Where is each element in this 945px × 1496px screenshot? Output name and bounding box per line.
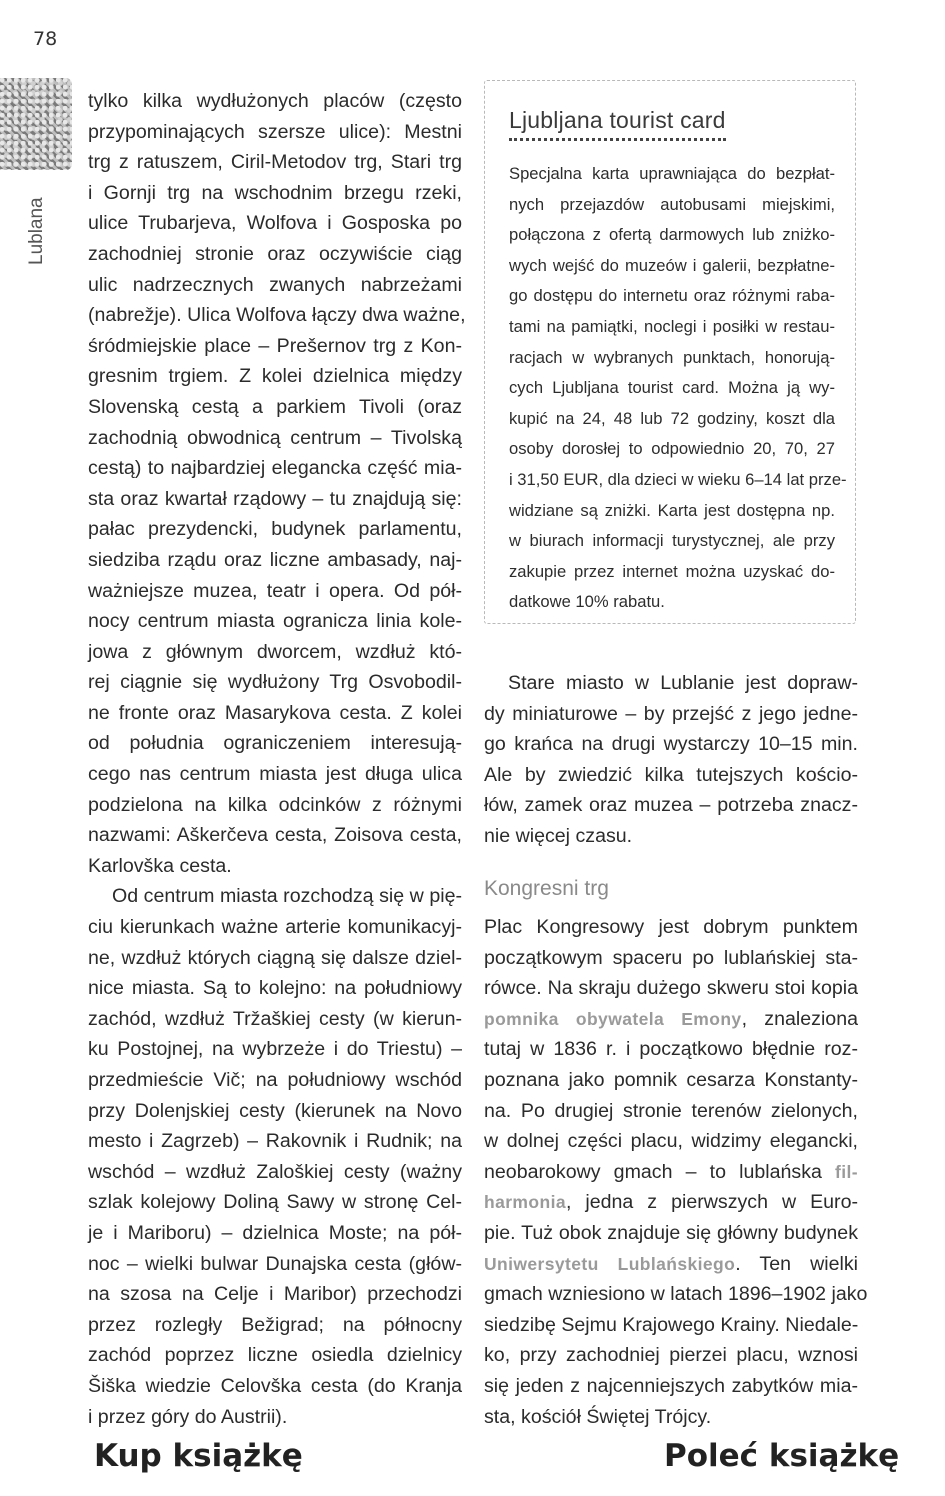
text-line: ko, przy zachodniej pierzei placu, wznosi	[484, 1344, 858, 1367]
text-line: wych wejść do muzeów i galerii, bezpłatne-	[509, 255, 835, 275]
highlight-philharmonic: fil-	[835, 1161, 858, 1182]
highlight-philharmonic-cont: harmonia	[484, 1192, 566, 1213]
text-line: nych przejazdów autobusami miejskimi,	[509, 194, 835, 214]
text-line: w dolnej części placu, widzimy elegancki,	[484, 1130, 858, 1153]
text-line: je i Mariboru) – dzielnica Moste; na pół-	[88, 1221, 462, 1244]
text-line: cestą) to najbardziej elegancka część mia-	[88, 457, 462, 480]
text-line: przez rozległy Bežigrad; na północny	[88, 1313, 462, 1336]
text-line: gmach wzniesiono w latach 1896–1902 jako	[484, 1283, 868, 1306]
text-line: od południa ograniczeniem interesują-	[88, 732, 462, 755]
text-line: na szosa na Celje i Maribor) przechodzi	[88, 1283, 462, 1306]
text-line: ne, wzdłuż których ciągną się dalsze dziel-	[88, 946, 462, 969]
text-line: nazwami: Aškerčeva cesta, Zoisova cesta,	[88, 824, 462, 847]
section-label: Lublana	[26, 197, 47, 265]
text-line: Šiška wiedzie Celovška cesta (do Kranja	[88, 1374, 462, 1397]
text-line: datkowe 10% rabatu.	[509, 592, 665, 612]
recommend-book-button[interactable]: Poleć książkę	[664, 1438, 900, 1474]
text-line: mesto i Zagrzeb) – Rakovnik i Rudnik; na	[88, 1130, 462, 1153]
text-line: harmonia, jedna z pierwszych w Euro-	[484, 1191, 858, 1214]
text-line: nice miasta. Są to kolejno: na południowy	[88, 977, 462, 1000]
text-line: widziane są zniżki. Karta jest dostępna np.	[509, 500, 835, 520]
text-line: go krańca na drugi wystarczy 10–15 min.	[484, 733, 858, 756]
text-line: tylko kilka wydłużonych placów (często	[88, 90, 462, 112]
left-column-text	[88, 86, 466, 1432]
text-line: Uniwersytetu Lublańskiego. Ten wielki	[484, 1252, 858, 1275]
text-line: się jeden z najcenniejszych zabytków mia-	[484, 1374, 858, 1397]
text-line: przedmieście Vič; na południowy wschód	[88, 1069, 462, 1091]
text-line: przy Dolenjskiej cesty (kierunek na Novo	[88, 1099, 462, 1122]
text-line: racjach w wybranych punktach, honorują-	[509, 347, 835, 367]
section-tab-pattern	[0, 78, 72, 170]
text-line: pie. Tuż obok znajduje się główny budynek	[484, 1221, 858, 1244]
text-line: i Gornji trg na wschodnim brzegu rzeki,	[88, 181, 462, 204]
text-line: pomnika obywatela Emony, znaleziona	[484, 1007, 858, 1030]
text-line: noc – wielki bulwar Dunajska cesta (głów-	[88, 1252, 462, 1275]
box-text	[509, 159, 847, 618]
text-line: zakupie przez internet można uzyskać do-	[509, 561, 835, 581]
text-line: sta, kościół Świętej Trójcy.	[484, 1405, 712, 1428]
section-heading: Kongresni trg	[484, 877, 609, 900]
text-line: i 31,50 EUR, dla dzieci w wieku 6–14 lat prze-	[509, 469, 847, 489]
text-line: śródmiejskie place – Prešernov trg z Kon-	[88, 334, 462, 357]
text-line: ciu kierunkach ważne arterie komunikacyj-	[88, 916, 462, 939]
text-line: na. Po drugiej stronie terenów zielonych,	[484, 1099, 858, 1122]
highlight-emona-statue: pomnika obywatela Emony	[484, 1008, 742, 1029]
text-line: zachód, wzdłuż Tržaškiej cesty (w kierun-	[88, 1007, 462, 1030]
text-line: cego nas centrum miasta jest długa ulica	[88, 763, 462, 786]
page-number: 78	[33, 28, 58, 50]
text-line: w biurach informacji turystycznej, ale przy	[509, 531, 835, 551]
text-line: zachodnią obwodnicą centrum – Tivolską	[88, 426, 462, 449]
text-line: Slovenską cestą a parkiem Tivoli (oraz	[88, 395, 462, 418]
text-line: ulice Trubarjeva, Wolfova i Gosposka po	[88, 212, 462, 235]
text-line: rej ciągnie się wydłużony Trg Osvobodil-	[88, 671, 462, 694]
text-line: i przez góry do Austrii).	[88, 1405, 288, 1428]
text-line: Stare miasto w Lublanie jest dopraw-	[508, 672, 858, 694]
text-line: cych Ljubljana tourist card. Można ją wy-	[509, 378, 835, 398]
text-line: (nabrežje). Ulica Wolfova łączy dwa ważne,	[88, 304, 466, 327]
text-line: podzielona na kilka odcinków z różnymi	[88, 793, 462, 816]
text-line: Od centrum miasta rozchodzą się w pię-	[112, 885, 462, 908]
text-line: kupić na 24, 48 lub 72 godziny, koszt dla	[509, 408, 835, 428]
text-line: siedziba rządu oraz liczne ambasady, naj-	[88, 548, 462, 571]
text-line: nocy centrum miasta ogranicza linia kole-	[88, 610, 462, 633]
text-line: go dostępu do internetu oraz różnymi raba-	[509, 286, 835, 306]
text-line: neobarokowy gmach – to lublańska fil-	[484, 1160, 858, 1183]
text-line: poznana jako pomnik cesarza Konstanty-	[484, 1068, 858, 1091]
text-line: Plac Kongresowy jest dobrym punktem	[484, 916, 858, 938]
text-line: tutaj w 1836 r. i początkowo błędnie roz-	[484, 1038, 858, 1061]
buy-book-button[interactable]: Kup książkę	[94, 1438, 303, 1474]
text-line: ku Postojnej, na wybrzeże i do Triestu) –	[88, 1038, 462, 1061]
right-column-section-text	[484, 912, 868, 1432]
highlight-university: Uniwersytetu Lublańskiego	[484, 1253, 736, 1274]
text-line: pałac prezydencki, budynek parlamentu,	[88, 518, 462, 541]
text-line: jowa z głównym dworcem, wzdłuż któ-	[88, 640, 462, 663]
text-line: osoby dorosłej to odpowiednio 20, 70, 27	[509, 439, 835, 459]
box-title: Ljubljana tourist card	[509, 107, 726, 141]
text-line: ne fronte oraz Masarykova cesta. Z kolei	[88, 701, 462, 724]
text-line: wschód – wzdłuż Zaloškiej cesty (ważny	[88, 1160, 462, 1183]
tourist-card-box	[484, 80, 856, 624]
text-line: początkowym spaceru po lublańskiej sta-	[484, 946, 858, 969]
text-line: ważniejsze muzea, teatr i opera. Od pół-	[88, 579, 462, 602]
text-line: gresnim trgiem. Z kolei dzielnica między	[88, 365, 462, 388]
text-line: przypominających szersze ulice): Mestni	[88, 120, 462, 143]
text-line: łów, zamek oraz muzea – potrzeba znacz-	[484, 794, 858, 817]
text-line: tami na pamiątki, noclegi i posiłki w restau-	[509, 316, 835, 336]
text-line: nie więcej czasu.	[484, 824, 633, 847]
text-line: Specjalna karta uprawniająca do bezpłat-	[509, 164, 835, 183]
text-line: zachód poprzez liczne osiedla dzielnicy	[88, 1344, 462, 1367]
text-line: Ale by zwiedzić kilka tutejszych kościo-	[484, 763, 858, 786]
text-line: sta oraz kwartał rządowy – tu znajdują się:	[88, 487, 462, 510]
text-line: zachodniej stronie oraz oczywiście ciąg	[88, 242, 462, 265]
text-line: Karlovška cesta.	[88, 854, 232, 877]
right-column-intro	[484, 668, 858, 852]
text-line: ulic nadrzecznych zwanych nabrzeżami	[88, 273, 462, 296]
text-line: dy miniaturowe – by przejść z jego jedne-	[484, 702, 858, 725]
text-line: szlak kolejowy Doliną Sawy w stronę Cel-	[88, 1191, 462, 1214]
text-line: połączona z ofertą darmowych lub zniżko-	[509, 225, 835, 245]
text-line: rówce. Na skraju dużego skweru stoi kopia	[484, 977, 858, 1000]
text-line: trg z ratuszem, Ciril-Metodov trg, Stari trg	[88, 151, 462, 174]
text-line: siedzibę Sejmu Krajowego Krainy. Niedale-	[484, 1313, 859, 1336]
